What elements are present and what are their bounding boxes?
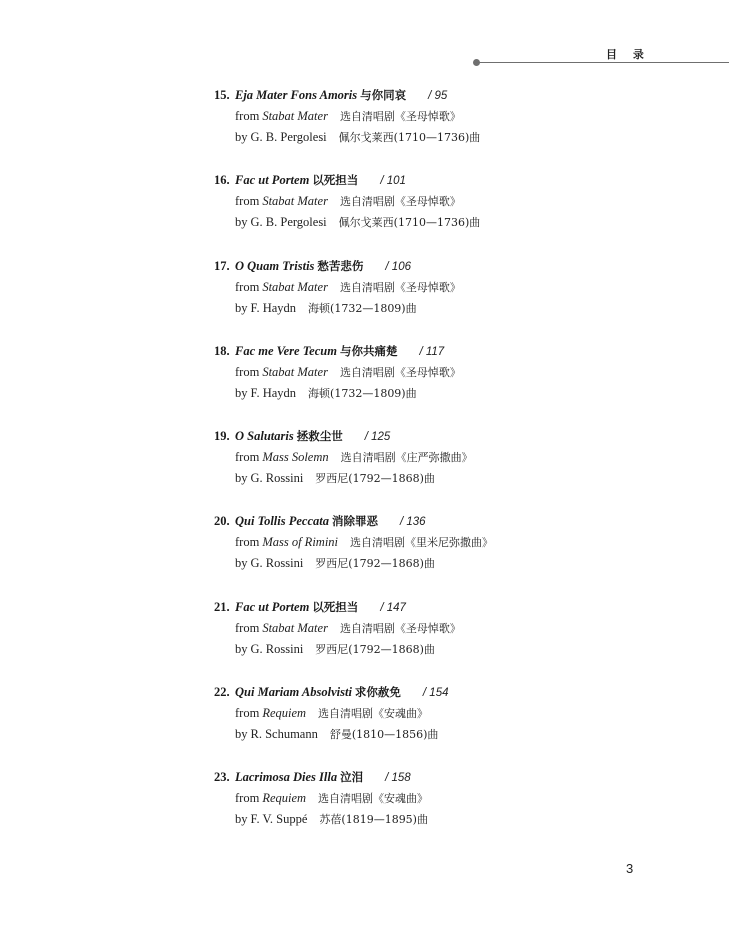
composer-chinese: 罗西尼(1792—1868)曲 bbox=[315, 472, 435, 486]
page-number: 3 bbox=[626, 861, 634, 876]
work-title: Stabat Mater bbox=[262, 279, 328, 294]
toc-entry[interactable] bbox=[214, 84, 694, 169]
header-rule bbox=[477, 62, 729, 63]
entry-title-line bbox=[214, 425, 694, 447]
by-prefix: by bbox=[235, 641, 248, 656]
entry-latin-title: Fac me Vere Tecum bbox=[235, 343, 337, 358]
entry-latin-title: Fac ut Portem bbox=[235, 599, 310, 614]
entry-latin-title: Qui Tollis Peccata bbox=[235, 514, 329, 529]
entry-composer-line bbox=[214, 127, 694, 148]
composer-name: G. Rossini bbox=[250, 556, 304, 571]
entry-latin-title: O Salutaris bbox=[235, 429, 294, 444]
work-title: Stabat Mater bbox=[262, 109, 328, 123]
toc-entry[interactable] bbox=[214, 766, 694, 851]
entry-latin-title: Eja Mater Fons Amoris bbox=[235, 88, 358, 102]
entry-latin-title: Qui Mariam Absolvisti bbox=[235, 685, 352, 700]
work-chinese: 选自清唱剧《圣母悼歌》 bbox=[339, 110, 461, 123]
entry-source-line bbox=[214, 618, 694, 639]
from-prefix: from bbox=[235, 364, 260, 379]
by-prefix: by bbox=[235, 727, 248, 742]
composer-name: G. B. Pergolesi bbox=[250, 215, 327, 230]
entry-composer-line bbox=[214, 298, 694, 319]
toc-entry[interactable] bbox=[214, 596, 694, 681]
composer-chinese: 罗西尼(1792—1868)曲 bbox=[315, 642, 435, 656]
entry-page-number: / 154 bbox=[422, 687, 449, 700]
entry-title-line bbox=[214, 340, 694, 362]
entry-page-number: / 147 bbox=[380, 601, 406, 614]
work-title: Requiem bbox=[262, 706, 307, 721]
composer-name: F. Haydn bbox=[250, 385, 297, 400]
from-prefix: from bbox=[235, 535, 260, 550]
by-prefix: by bbox=[235, 215, 248, 230]
by-prefix: by bbox=[235, 300, 248, 315]
entry-number: 22. bbox=[214, 685, 230, 700]
by-prefix: by bbox=[235, 130, 248, 144]
entry-composer-line bbox=[214, 639, 694, 660]
entry-chinese-title: 以死担当 bbox=[312, 173, 359, 188]
entry-composer-line bbox=[214, 724, 694, 745]
toc-entry[interactable] bbox=[214, 425, 694, 510]
from-prefix: from bbox=[235, 450, 260, 465]
entry-page-number: / 95 bbox=[428, 90, 448, 102]
entry-chinese-title: 愁苦悲伤 bbox=[317, 258, 364, 273]
work-title: Mass of Rimini bbox=[262, 535, 339, 550]
entry-source-line bbox=[214, 703, 694, 724]
entry-latin-title: Fac ut Portem bbox=[235, 173, 310, 188]
section-title: 目 录 bbox=[606, 48, 650, 61]
entry-composer-line bbox=[214, 809, 694, 830]
composer-name: R. Schumann bbox=[250, 727, 318, 742]
entry-composer-line bbox=[214, 212, 694, 233]
entry-number: 16. bbox=[214, 173, 230, 188]
by-prefix: by bbox=[235, 556, 248, 571]
entry-title-line bbox=[214, 510, 694, 532]
entry-latin-title: Lacrimosa Dies Illa bbox=[235, 770, 338, 785]
composer-chinese: 罗西尼(1792—1868)曲 bbox=[315, 557, 435, 571]
entry-number: 21. bbox=[214, 599, 230, 614]
from-prefix: from bbox=[235, 194, 260, 209]
toc-entry[interactable] bbox=[214, 255, 694, 340]
entry-number: 23. bbox=[214, 770, 230, 785]
work-chinese: 选自清唱剧《圣母悼歌》 bbox=[339, 195, 461, 209]
work-chinese: 选自清唱剧《里米尼弥撒曲》 bbox=[350, 536, 494, 550]
work-title: Stabat Mater bbox=[262, 364, 328, 379]
composer-chinese: 佩尔戈莱西(1710—1736)曲 bbox=[338, 131, 481, 144]
entry-page-number: / 117 bbox=[419, 345, 445, 358]
from-prefix: from bbox=[235, 109, 260, 123]
work-title: Stabat Mater bbox=[262, 620, 328, 635]
entry-chinese-title: 拯救尘世 bbox=[296, 429, 343, 444]
from-prefix: from bbox=[235, 279, 260, 294]
composer-name: F. V. Suppé bbox=[250, 812, 308, 827]
entry-source-line bbox=[214, 532, 694, 553]
composer-chinese: 佩尔戈莱西(1710—1736)曲 bbox=[338, 216, 481, 230]
composer-chinese: 海顿(1732—1809)曲 bbox=[308, 301, 417, 315]
toc-entry[interactable] bbox=[214, 510, 694, 595]
table-of-contents bbox=[214, 84, 694, 852]
composer-chinese: 苏蓓(1819—1895)曲 bbox=[319, 813, 428, 827]
entry-source-line bbox=[214, 277, 694, 298]
entry-chinese-title: 以死担当 bbox=[312, 599, 359, 614]
entry-source-line bbox=[214, 788, 694, 809]
entry-chinese-title: 消除罪恶 bbox=[331, 514, 378, 529]
composer-name: F. Haydn bbox=[250, 300, 297, 315]
work-title: Mass Solemn bbox=[262, 450, 329, 465]
entry-composer-line bbox=[214, 553, 694, 574]
entry-title-line bbox=[214, 169, 694, 191]
from-prefix: from bbox=[235, 791, 260, 806]
entry-source-line bbox=[214, 447, 694, 468]
entry-chinese-title: 与你同哀 bbox=[360, 88, 407, 102]
entry-chinese-title: 泣泪 bbox=[340, 770, 364, 785]
entry-page-number: / 101 bbox=[380, 175, 406, 188]
entry-source-line bbox=[214, 362, 694, 383]
from-prefix: from bbox=[235, 620, 260, 635]
toc-entry[interactable] bbox=[214, 169, 694, 254]
entry-title-line bbox=[214, 596, 694, 618]
by-prefix: by bbox=[235, 471, 248, 486]
entry-title-line bbox=[214, 84, 694, 106]
entry-page-number: / 158 bbox=[385, 772, 411, 785]
composer-name: G. Rossini bbox=[250, 641, 304, 656]
from-prefix: from bbox=[235, 706, 260, 721]
entry-page-number: / 106 bbox=[385, 260, 411, 273]
entry-source-line bbox=[214, 191, 694, 212]
entry-chinese-title: 与你共痛楚 bbox=[339, 343, 398, 358]
entry-title-line bbox=[214, 766, 694, 788]
entry-number: 18. bbox=[214, 343, 230, 358]
entry-composer-line bbox=[214, 383, 694, 404]
work-title: Stabat Mater bbox=[262, 194, 328, 209]
composer-chinese: 海顿(1732—1809)曲 bbox=[308, 386, 417, 400]
work-chinese: 选自清唱剧《圣母悼歌》 bbox=[339, 280, 461, 294]
work-title: Requiem bbox=[262, 791, 307, 806]
entry-number: 20. bbox=[214, 514, 230, 529]
entry-title-line bbox=[214, 681, 694, 703]
toc-entry[interactable] bbox=[214, 340, 694, 425]
work-chinese: 选自清唱剧《圣母悼歌》 bbox=[339, 365, 461, 379]
work-chinese: 选自清唱剧《庄严弥撒曲》 bbox=[340, 451, 473, 465]
entry-chinese-title: 求你赦免 bbox=[354, 685, 401, 700]
entry-page-number: / 125 bbox=[364, 431, 391, 444]
composer-chinese: 舒曼(1810—1856)曲 bbox=[329, 728, 439, 742]
entry-page-number: / 136 bbox=[399, 516, 426, 529]
entry-latin-title: O Quam Tristis bbox=[235, 258, 315, 273]
composer-name: G. B. Pergolesi bbox=[250, 130, 327, 144]
composer-name: G. Rossini bbox=[250, 471, 304, 486]
work-chinese: 选自清唱剧《安魂曲》 bbox=[318, 707, 429, 721]
entry-source-line bbox=[214, 106, 694, 127]
toc-entry[interactable] bbox=[214, 681, 694, 766]
work-chinese: 选自清唱剧《安魂曲》 bbox=[318, 792, 429, 806]
entry-number: 15. bbox=[214, 88, 230, 102]
by-prefix: by bbox=[235, 385, 248, 400]
entry-composer-line bbox=[214, 468, 694, 489]
work-chinese: 选自清唱剧《圣母悼歌》 bbox=[339, 621, 461, 635]
entry-number: 17. bbox=[214, 258, 230, 273]
entry-number: 19. bbox=[214, 429, 230, 444]
by-prefix: by bbox=[235, 812, 248, 827]
entry-title-line bbox=[214, 255, 694, 277]
